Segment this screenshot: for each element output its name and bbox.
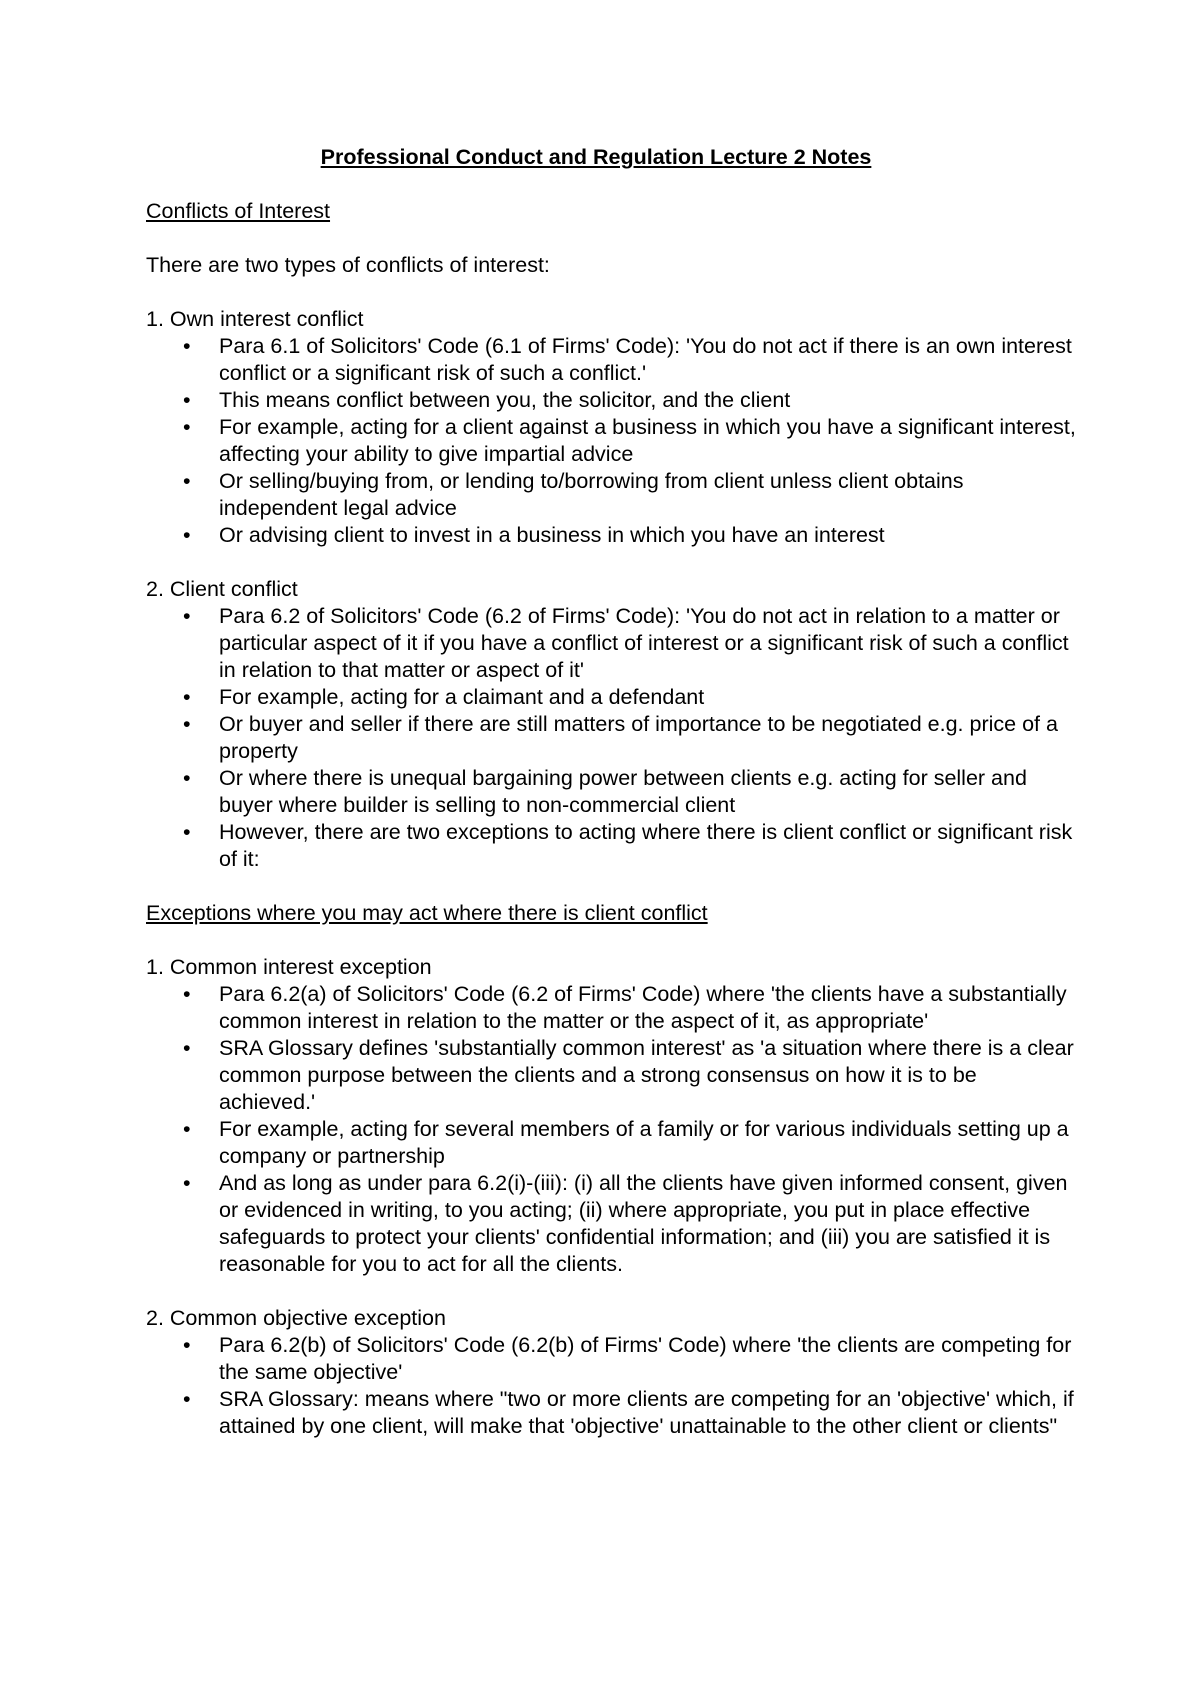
list-item xyxy=(146,387,1076,414)
bullet-icon: • xyxy=(183,766,191,790)
bullet-icon: • xyxy=(183,982,191,1006)
list-item xyxy=(146,981,1076,1035)
list-item-text: Para 6.2 of Solicitors' Code (6.2 of Firms' Code): 'You do not act in relation to a matter or particular aspect of it if you have a conflict of interest or a significant risk of such a conflict in relation to that matter or aspect of it' xyxy=(219,604,1069,682)
list-item-text: Or buyer and seller if there are still matters of importance to be negotiated e.g. price of a property xyxy=(219,712,1058,763)
bullet-icon: • xyxy=(183,820,191,844)
numbered-item-own-interest: 1. Own interest conflict xyxy=(146,307,364,331)
list-item xyxy=(146,333,1076,387)
bullet-icon: • xyxy=(183,1333,191,1357)
bullet-icon: • xyxy=(183,604,191,628)
list-item-text: Para 6.1 of Solicitors' Code (6.1 of Firms' Code): 'You do not act if there is an own interest conflict or a significant risk of such a conflict.' xyxy=(219,334,1072,385)
list-item xyxy=(146,1332,1076,1386)
section-intro: There are two types of conflicts of interest: xyxy=(146,253,550,277)
bullet-icon: • xyxy=(183,1036,191,1060)
bullet-icon: • xyxy=(183,388,191,412)
bullet-icon: • xyxy=(183,1387,191,1411)
numbered-item-common-interest: 1. Common interest exception xyxy=(146,955,432,979)
list-item xyxy=(146,603,1076,684)
list-item-text: Or where there is unequal bargaining power between clients e.g. acting for seller and buyer where builder is selling to non-commercial client xyxy=(219,766,1027,817)
list-item-text: Para 6.2(b) of Solicitors' Code (6.2(b) of Firms' Code) where 'the clients are competing for the same objective' xyxy=(219,1333,1072,1384)
bullet-list-client-conflict xyxy=(146,603,1076,873)
list-item xyxy=(146,1116,1076,1170)
list-item-text: This means conflict between you, the solicitor, and the client xyxy=(219,388,791,412)
list-item-text: Para 6.2(a) of Solicitors' Code (6.2 of Firms' Code) where 'the clients have a substantially common interest in relation to the matter or the aspect of it, as appropriate' xyxy=(219,982,1067,1033)
document-title: Professional Conduct and Regulation Lecture 2 Notes xyxy=(320,145,872,169)
list-item xyxy=(146,1386,1076,1440)
section-heading-exceptions: Exceptions where you may act where there is client conflict xyxy=(146,901,708,925)
section-heading-conflicts: Conflicts of Interest xyxy=(146,199,331,223)
list-item xyxy=(146,819,1076,873)
list-item xyxy=(146,711,1076,765)
bullet-list-common-interest xyxy=(146,981,1076,1278)
numbered-item-common-objective: 2. Common objective exception xyxy=(146,1306,446,1330)
list-item-text: SRA Glossary: means where "two or more clients are competing for an 'objective' which, if attained by one client, will make that 'objective' unattainable to the other client or clients" xyxy=(219,1387,1074,1438)
bullet-icon: • xyxy=(183,685,191,709)
document-page xyxy=(146,144,1076,1440)
bullet-icon: • xyxy=(183,1171,191,1195)
bullet-icon: • xyxy=(183,523,191,547)
list-item-text: For example, acting for a claimant and a defendant xyxy=(219,685,705,709)
bullet-icon: • xyxy=(183,334,191,358)
bullet-icon: • xyxy=(183,469,191,493)
list-item xyxy=(146,684,1076,711)
bullet-icon: • xyxy=(183,712,191,736)
list-item xyxy=(146,1170,1076,1278)
list-item xyxy=(146,1035,1076,1116)
list-item-text: Or advising client to invest in a business in which you have an interest xyxy=(219,523,885,547)
list-item-text: Or selling/buying from, or lending to/borrowing from client unless client obtains independent legal advice xyxy=(219,469,964,520)
list-item-text: And as long as under para 6.2(i)-(iii): (i) all the clients have given informed consent, given or evidenced in writing, to you acting; (ii) where appropriate, you put in place effective safeguards to protect your clients' confidential information; and (iii) you are satisfied it is reasonable for you to act for all the clients. xyxy=(219,1171,1068,1276)
list-item xyxy=(146,414,1076,468)
bullet-list-own-interest xyxy=(146,333,1076,549)
bullet-icon: • xyxy=(183,1117,191,1141)
list-item-text: However, there are two exceptions to acting where there is client conflict or significant risk of it: xyxy=(219,820,1073,871)
list-item xyxy=(146,468,1076,522)
list-item-text: For example, acting for several members of a family or for various individuals setting up a company or partnership xyxy=(219,1117,1069,1168)
list-item xyxy=(146,765,1076,819)
list-item-text: SRA Glossary defines 'substantially common interest' as 'a situation where there is a clear common purpose between the clients and a strong consensus on how it is to be achieved.' xyxy=(219,1036,1074,1114)
bullet-list-common-objective xyxy=(146,1332,1076,1440)
numbered-item-client-conflict: 2. Client conflict xyxy=(146,577,298,601)
list-item-text: For example, acting for a client against a business in which you have a significant interest, affecting your ability to give impartial advice xyxy=(219,415,1076,466)
list-item xyxy=(146,522,1076,549)
bullet-icon: • xyxy=(183,415,191,439)
